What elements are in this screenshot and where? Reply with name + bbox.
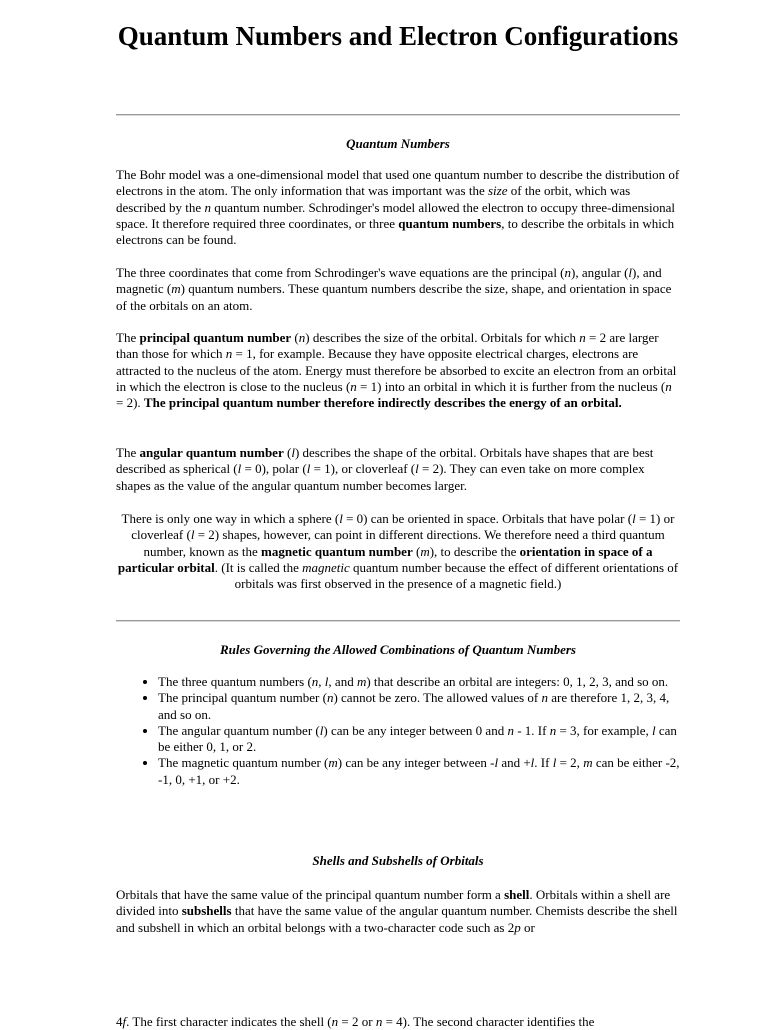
horizontal-rule [116, 114, 680, 116]
rules-list [116, 674, 680, 788]
page-title: Quantum Numbers and Electron Configurations [117, 21, 679, 51]
list-item: • The angular quantum number (l) can be any integer between 0 and n - 1. If n = 3, for example, l can be either 0, 1, or 2. [158, 723, 680, 756]
horizontal-rule [116, 620, 680, 622]
list-item: • The three quantum numbers (n, l, and m) that describe an orbital are integers: 0, 1, 2, 3, and so on. [158, 674, 680, 690]
paragraph-shells: Orbitals that have the same value of the principal quantum number form a shell. Orbitals within a shell are divided into subshells that have the same value of the angular quantum number. Chemists describe the shell and subshell in which an orbital belongs with a two-character code such as 2p or [116, 887, 678, 935]
list-item: • The principal quantum number (n) cannot be zero. The allowed values of n are therefore 1, 2, 3, 4, and so on. [158, 690, 680, 723]
section-heading-shells: Shells and Subshells of Orbitals [312, 853, 484, 868]
paragraph-principal-quantum-number: The principal quantum number (n) describes the size of the orbital. Orbitals for which n = 2 are larger than those for which n = 1, for example. Because they have opposite electrical charges, electrons are attracted to the nucleus of the atom. Energy must therefore be absorbed to excite an electron from an orbital in which the electron is close to the nucleus (n = 1) into an orbital in which it is further from the nucleus (n = 2). The principal quantum number therefore indirectly describes the energy of an orbital. [116, 330, 677, 411]
list-item: • The magnetic quantum number (m) can be any integer between -l and +l. If l = 2, m can be either -2, -1, 0, +1, or +2. [158, 755, 680, 788]
section-heading-quantum-numbers: Quantum Numbers [346, 136, 450, 151]
section-heading-rules: Rules Governing the Allowed Combinations of Quantum Numbers [219, 642, 576, 657]
paragraph-bohr-model: The Bohr model was a one-dimensional model that used one quantum number to describe the distribution of electrons in the atom. The only information that was important was the size of the orbit, which was described by the n quantum number. Schrodinger's model allowed the electron to occupy three-dimensional space. It therefore required three coordinates, or three quantum numbers, to describe the orbitals in which electrons can be found. [116, 167, 680, 248]
paragraph-three-coordinates: The three coordinates that come from Schrodinger's wave equations are the principal (n), angular (l), and magnetic (m) quantum numbers. These quantum numbers describe the size, shape, and orientation in space of the orbitals on an atom. [116, 265, 672, 313]
paragraph-magnetic-quantum-number: There is only one way in which a sphere (l = 0) can be oriented in space. Orbitals that have polar (l = 1) or cloverleaf (l = 2) shapes, however, can point in different directions. We therefore need a third quantum number, known as the magnetic quantum number (m), to describe the orientation in space of a particular orbital. (It is called the magnetic quantum number because the effect of different orientations of orbitals was first observed in the presence of a magnetic field.) [117, 511, 679, 592]
paragraph-continued: 4f. The first character indicates the shell (n = 2 or n = 4). The second character identifies the [116, 1014, 595, 1029]
paragraph-angular-quantum-number: The angular quantum number (l) describes the shape of the orbital. Orbitals have shapes that are best described as spherical (l = 0), polar (l = 1), or cloverleaf (l = 2). They can even take on more complex shapes as the value of the angular quantum number becomes larger. [116, 445, 654, 493]
